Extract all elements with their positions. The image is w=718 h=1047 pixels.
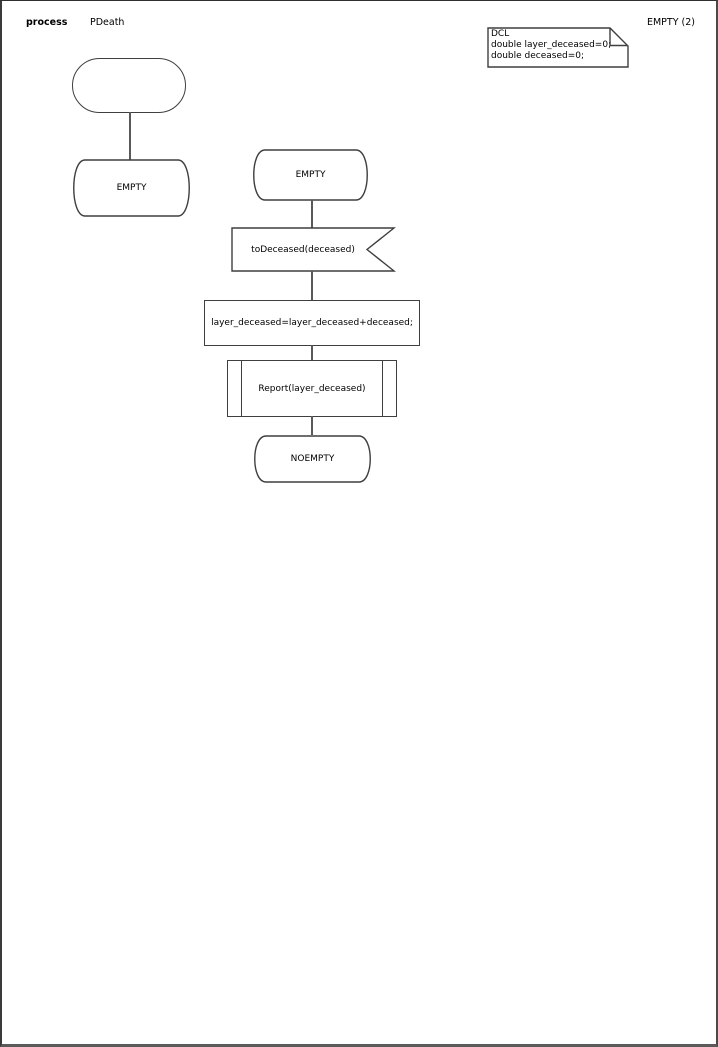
- connector-task-to-procedure: [311, 345, 313, 361]
- declaration-text-symbol[interactable]: [487, 27, 629, 68]
- diagram-kind-label: process: [26, 17, 68, 28]
- input-signal-symbol[interactable]: [231, 227, 395, 272]
- process-name-label: PDeath: [90, 17, 125, 28]
- declaration-line: double layer_deceased=0;: [491, 40, 612, 50]
- connector-input-to-task: [311, 271, 313, 301]
- procedure-label: Report(layer_deceased): [258, 383, 366, 394]
- state-label: EMPTY: [295, 170, 326, 180]
- declaration-line: double deceased=0;: [491, 51, 585, 61]
- start-symbol[interactable]: [72, 58, 186, 113]
- state-symbol-empty-left[interactable]: [73, 159, 190, 217]
- page-number-label: EMPTY (2): [646, 17, 695, 28]
- state-symbol-noempty[interactable]: [254, 435, 371, 483]
- input-signal-label: toDeceased(deceased): [251, 244, 355, 255]
- connector-procedure-to-state: [311, 416, 313, 435]
- connector-start-to-state: [129, 112, 131, 160]
- state-label: NOEMPTY: [290, 454, 335, 464]
- state-label: EMPTY: [116, 183, 147, 193]
- declaration-line: DCL: [491, 29, 510, 39]
- state-symbol-empty[interactable]: [253, 149, 368, 201]
- task-symbol[interactable]: [204, 300, 420, 346]
- procedure-call-symbol[interactable]: [227, 360, 397, 417]
- connector-state-to-input: [311, 200, 313, 228]
- declaration-text: [491, 29, 625, 62]
- task-label: layer_deceased=layer_deceased+deceased;: [211, 318, 413, 328]
